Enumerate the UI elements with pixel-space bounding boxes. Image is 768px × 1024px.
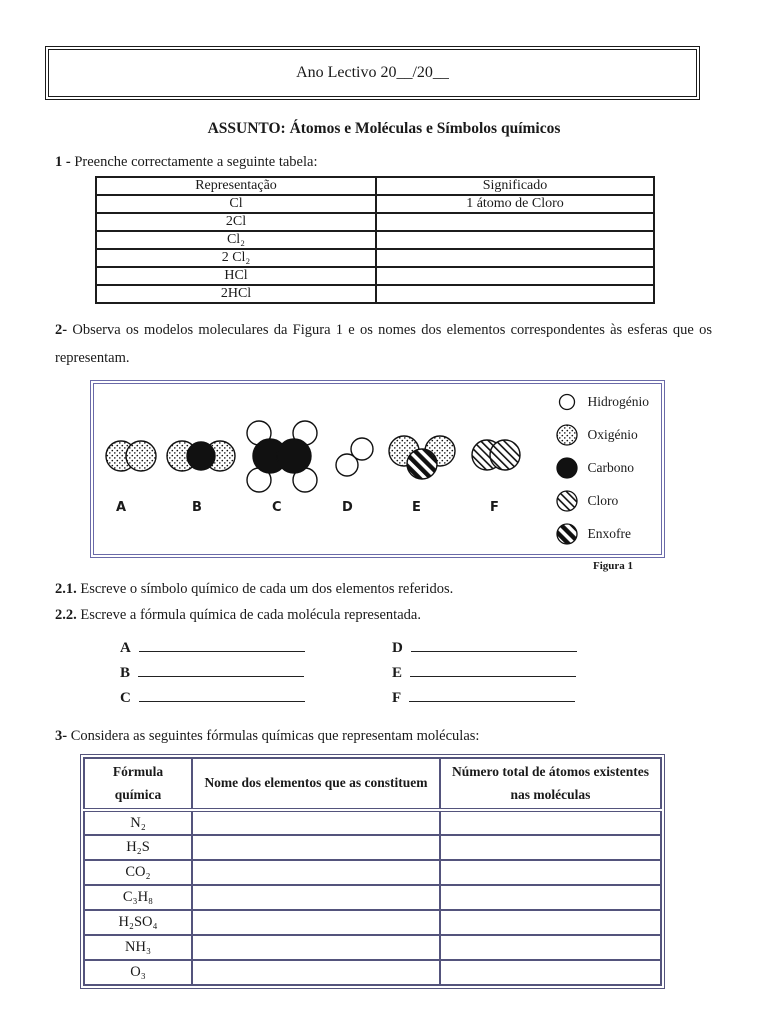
cloro-icon [556,490,578,512]
table-row [96,267,654,285]
molecule-a-o2 [106,441,156,471]
legend-item-carbono [556,457,650,479]
table-row [84,810,661,835]
atom-count-cell [440,860,661,885]
figure-caption: Figura 1 [592,560,633,572]
hidrogenio-icon [556,391,578,413]
legend-label: Oxigénio [587,427,638,442]
legend-item-hidrogenio [556,391,650,413]
atom-count-cell [440,810,661,835]
elements-cell [192,860,440,885]
q3-table-outer-border [80,754,665,989]
answer-line [410,664,576,677]
molecule-e-so2 [389,436,455,479]
answer-line [411,639,577,652]
question-3 [55,726,712,746]
question-1-number: 1 - [55,154,71,170]
formula-cell: C₃H₈ [84,885,192,910]
table-row [84,960,661,985]
molecule-label-c: C [272,500,282,515]
answer-blank-d [392,637,590,660]
elements-cell [192,960,440,985]
table-row [96,195,654,213]
legend-item-enxofre [556,523,650,545]
blank-letter: D [392,640,403,656]
answer-line [139,689,305,702]
representation-cell: Cl [96,195,376,213]
answer-blank-c [120,687,392,710]
formula-cell: H₂SO₄ [84,910,192,935]
blank-letter: E [392,665,403,681]
atom-count-cell [440,910,661,935]
molecule-label-d: D [342,500,353,515]
molecule-label-a: A [116,500,127,515]
oxigenio-icon [556,424,578,446]
molecule-f-cl2 [472,440,520,470]
q3-header-elementos: Nome dos elementos que as constituem [192,758,440,810]
atom-count-cell [440,960,661,985]
meaning-cell [376,267,654,285]
molecule-b-co2 [167,441,235,471]
table-row [84,860,661,885]
question-2-1-text: Escreve o símbolo químico de cada um dos elementos referidos. [80,581,454,597]
formula-cell: NH₃ [84,935,192,960]
table-row [96,249,654,267]
elements-cell [192,935,440,960]
representation-cell: Cl₂ [96,231,376,249]
answer-line [409,689,575,702]
meaning-cell [376,231,654,249]
enxofre-icon [556,523,578,545]
elements-cell [192,835,440,860]
atom-count-cell [440,885,661,910]
table-row [84,835,661,860]
blank-letter: F [392,690,402,706]
meaning-cell [376,249,654,267]
question-2-text: Observa os modelos moleculares da Figura 1 e os nomes dos elementos correspondentes às esferas que os representam. [55,322,712,366]
figura-1 [90,380,665,558]
legend-label: Enxofre [587,526,631,541]
molecule-c-c2h4 [247,421,317,492]
legend-label: Hidrogénio [587,394,649,409]
answer-blanks [120,637,590,710]
formula-cell: CO₂ [84,860,192,885]
formula-cell: H₂S [84,835,192,860]
question-3-text: Considera as seguintes fórmulas químicas que representam moléculas: [70,728,480,744]
table-row [84,910,661,935]
question-1-text: Preenche correctamente a seguinte tabela: [74,154,318,170]
blank-letter: C [120,690,131,706]
legend-item-oxigenio [556,424,650,446]
molecule-label-f: F [490,500,499,515]
page-title: ASSUNTO: Átomos e Moléculas e Símbolos químicos [207,120,561,137]
header-box [45,46,700,100]
q3-table [83,757,662,986]
carbono-icon [556,457,578,479]
molecule-d-h2 [336,438,373,476]
molecule-label-b: B [192,500,202,515]
molecule-models [96,384,541,552]
meaning-cell [376,213,654,231]
legend-item-cloro [556,490,650,512]
q3-header-formula: Fórmula química [84,758,192,810]
answer-line [138,664,304,677]
answer-line [139,639,305,652]
q3-header-numero-atomos: Número total de átomos existentes nas moléculas [440,758,661,810]
question-2-1-number: 2.1. [55,581,77,597]
formula-cell: O₃ [84,960,192,985]
question-2 [55,316,712,372]
table-row [96,213,654,231]
representation-cell: HCl [96,267,376,285]
legend-label: Cloro [587,493,619,508]
question-2-2-text: Escreve a fórmula química de cada molécula representada. [80,607,421,623]
blank-letter: A [120,640,131,656]
question-2-2 [55,605,712,625]
question-3-number: 3- [55,728,68,744]
representation-cell: 2HCl [96,285,376,303]
representation-cell: 2 Cl₂ [96,249,376,267]
meaning-cell: 1 átomo de Cloro [376,195,654,213]
representation-cell: 2Cl [96,213,376,231]
formula-cell: N₂ [84,810,192,835]
q1-header-representacao: Representação [96,177,376,195]
question-2-2-number: 2.2. [55,607,77,623]
blank-letter: B [120,665,131,681]
molecule-label-e: E [412,500,421,515]
atom-count-cell [440,935,661,960]
school-year-label: Ano Lectivo 20__/20__ [296,64,449,81]
figure-legend [556,391,650,545]
table-row [84,935,661,960]
table-row [96,231,654,249]
q1-table-header-row [96,177,654,195]
answer-blank-a [120,637,392,660]
elements-cell [192,910,440,935]
q3-table-header-row [84,758,661,810]
legend-label: Carbono [587,460,634,475]
table-row [84,885,661,910]
answer-blank-e [392,662,590,685]
question-2-1 [55,579,712,599]
q1-header-significado: Significado [376,177,654,195]
elements-cell [192,810,440,835]
atom-count-cell [440,835,661,860]
question-1 [55,152,712,172]
elements-cell [192,885,440,910]
question-2-number: 2- [55,322,68,338]
q1-table [95,176,655,304]
table-row [96,285,654,303]
answer-blank-f [392,687,590,710]
meaning-cell [376,285,654,303]
answer-blank-b [120,662,392,685]
